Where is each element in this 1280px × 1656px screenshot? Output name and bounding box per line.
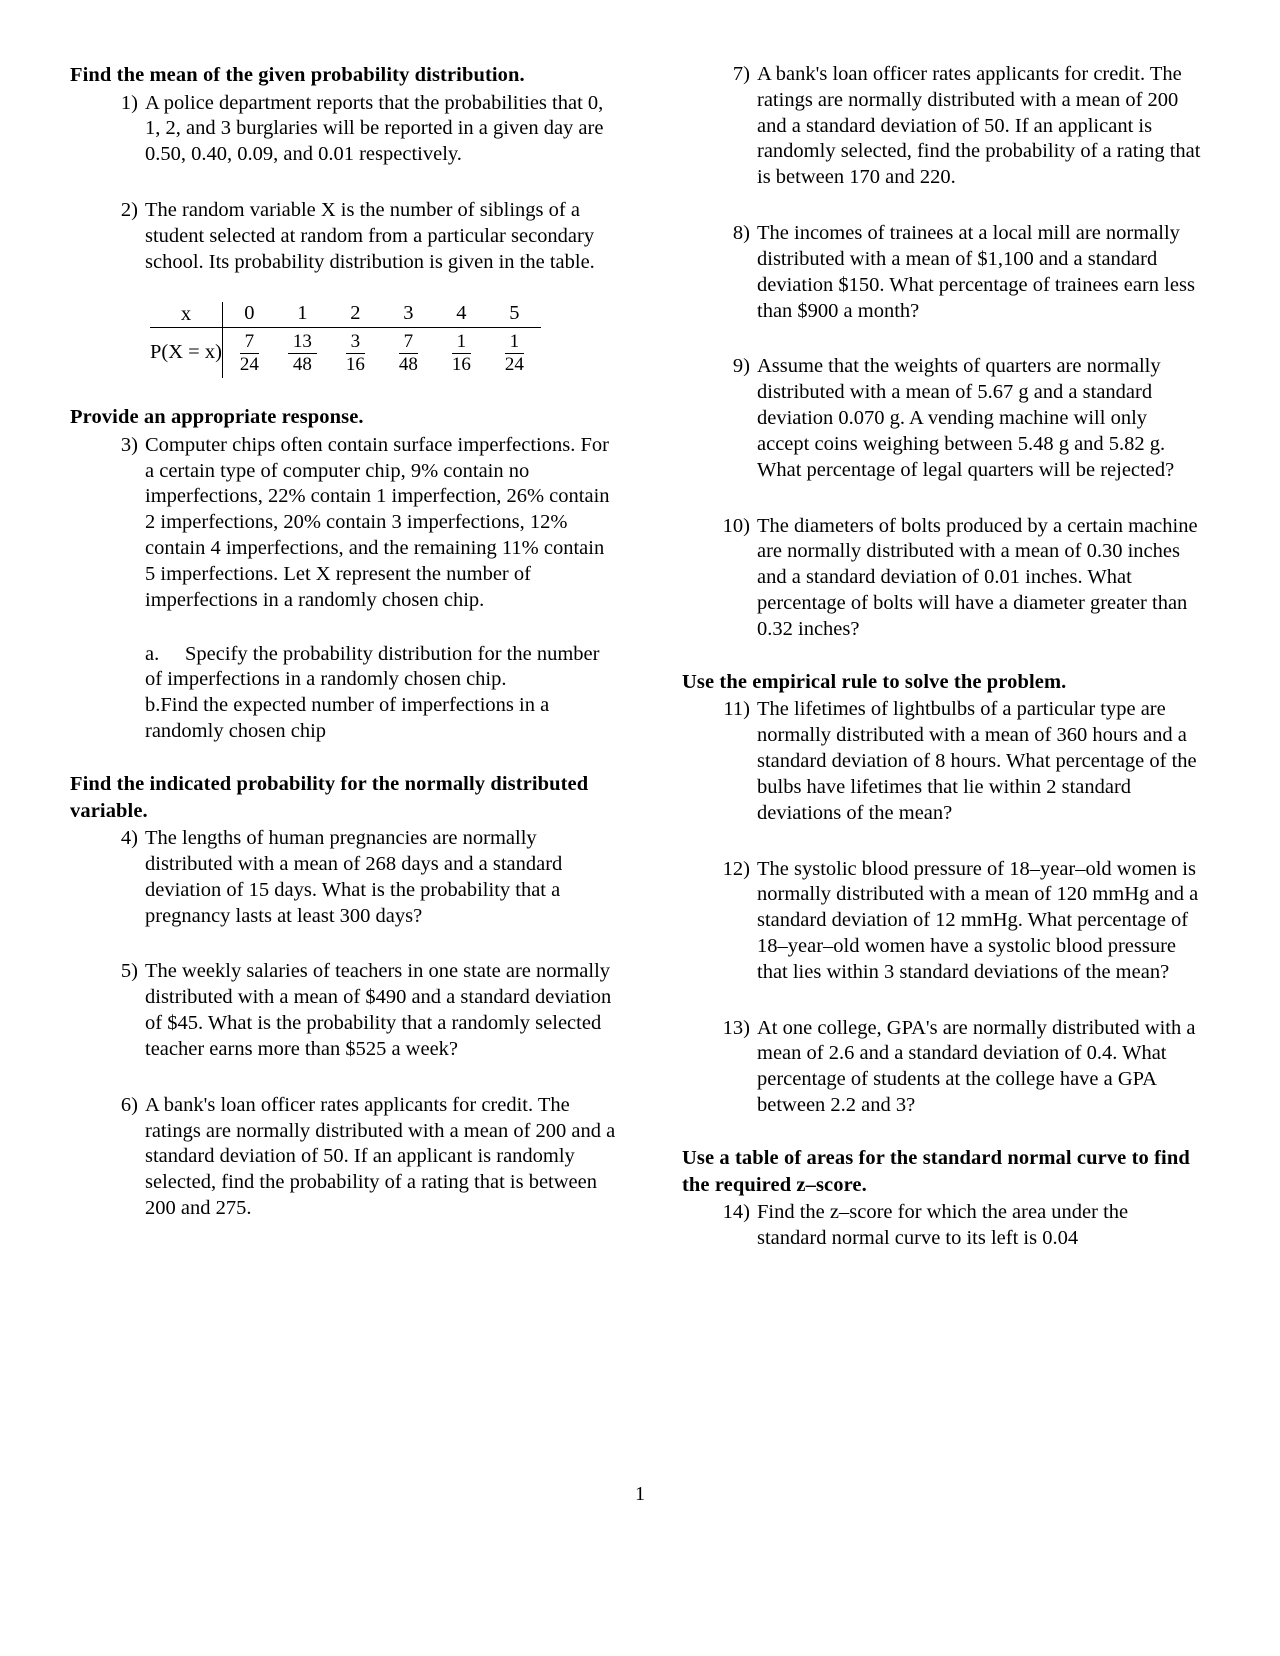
- question-7-number: 7): [732, 63, 750, 85]
- question-7-text: A bank's loan officer rates applicants for credit. The ratings are normally distributed with a mean of 200 and a standard deviation of 50. If an applicant is randomly selected, find the probability of a rating that is between 170 and 220.: [757, 63, 1201, 189]
- fraction-0: [240, 332, 260, 376]
- left-column: [70, 62, 618, 1222]
- fraction-5: [505, 332, 525, 376]
- x-value-0: 0: [244, 301, 255, 324]
- x-value-5: 5: [509, 301, 520, 324]
- question-10: [682, 514, 1202, 643]
- question-13-number: 13): [722, 1016, 750, 1039]
- x-row-label: x: [180, 302, 192, 325]
- question-5: [70, 959, 618, 1062]
- probability-cell-2: [329, 328, 382, 379]
- right-column: [666, 62, 1202, 1252]
- question-3-number: 3): [120, 433, 138, 456]
- question-6: [70, 1093, 618, 1222]
- question-4-text: The lengths of human pregnancies are normally distributed with a mean of 268 days and a standard deviation of 15 days. What is the probability that a pregnancy lasts at least 300 days?: [145, 827, 563, 927]
- two-column-layout: [70, 62, 1210, 1252]
- part-a-label: a.: [145, 642, 160, 665]
- question-4-number: 4): [120, 827, 138, 850]
- section-heading-find-mean: Find the mean of the given probability distribution.: [70, 64, 525, 86]
- question-14-text: Find the z–score for which the area under the standard normal curve to its left is 0.04: [757, 1201, 1129, 1250]
- question-9-text: Assume that the weights of quarters are normally distributed with a mean of 5.67 g and a standard deviation 0.070 g. A vending machine will only accept coins weighing between 5.48 g and 5.82 g. What percentage of legal quarters will be rejected?: [757, 355, 1175, 481]
- question-13: [682, 1016, 1202, 1119]
- part-b-label: b.: [145, 694, 161, 717]
- table-row-probability: [150, 328, 541, 379]
- x-value-3: 3: [403, 301, 414, 324]
- question-2: [70, 198, 618, 275]
- x-value-2: 2: [350, 301, 361, 324]
- question-1-number: 1): [120, 91, 138, 114]
- part-a-text: Specify the probability distribution for the number of imperfections in a randomly chosen chip.: [145, 642, 600, 691]
- question-5-number: 5): [120, 960, 138, 983]
- question-10-text: The diameters of bolts produced by a certain machine are normally distributed with a mean of 0.30 inches and a standard deviation of 0.01 inches. What percentage of bolts will have a diameter greater than 0.32 inches?: [757, 514, 1198, 640]
- spacer: [70, 929, 618, 959]
- question-11-number: 11): [723, 698, 750, 721]
- x-value-4: 4: [456, 301, 467, 324]
- spacer: [682, 986, 1202, 1016]
- probability-distribution-table: [150, 302, 618, 379]
- fraction-4: [452, 332, 472, 376]
- spacer: [682, 643, 1202, 669]
- question-11: [682, 697, 1202, 826]
- spacer: [70, 745, 618, 771]
- x-value-1: 1: [297, 301, 308, 324]
- question-14-number: 14): [722, 1201, 750, 1224]
- fraction-denominator-5: 24: [504, 354, 524, 376]
- question-2-text: The random variable X is the number of siblings of a student selected at random from a particular secondary school. Its probability distribution is given in the table.: [145, 199, 595, 273]
- section-heading-empirical-rule: Use the empirical rule to solve the problem.: [682, 670, 1067, 693]
- question-12-text: The systolic blood pressure of 18–year–old women is normally distributed with a mean of 120 mmHg and a standard deviation of 12 mmHg. What percentage of 18–year–old women have a systolic blood pressure that lies within 3 standard deviations of the mean?: [757, 857, 1199, 983]
- question-1: [70, 91, 618, 168]
- fraction-denominator-2: 16: [345, 354, 365, 376]
- probability-cell-1: [276, 328, 329, 379]
- fraction-1: [288, 332, 317, 376]
- question-3-text: Computer chips often contain surface imperfections. For a certain type of computer chip, 9% contain no imperfections, 22% contain 1 imperfection, 26% contain 2 imperfections, 20% contain 3 imperfections, 12% contain 4 imperfections, and the remaining 11% contain 5 imperfections. Let X represent the number of imperfections in a randomly chosen chip.: [145, 433, 610, 611]
- fraction-numerator-0: 7: [240, 332, 260, 355]
- question-1-text: A police department reports that the probabilities that 0, 1, 2, and 3 burglaries will be reported in a given day are 0.50, 0.40, 0.09, and 0.01 respectively.: [145, 91, 604, 166]
- fraction-denominator-1: 48: [292, 354, 312, 376]
- question-10-number: 10): [722, 514, 750, 537]
- probability-cell-0: [222, 328, 276, 379]
- part-b-text: Find the expected number of imperfections in a randomly chosen chip: [145, 694, 550, 743]
- question-12-number: 12): [722, 857, 750, 880]
- question-11-text: The lifetimes of lightbulbs of a particular type are normally distributed with a mean of 360 hours and a standard deviation of 8 hours. What percentage of the bulbs have lifetimes that lie within 2 standard deviations of the mean?: [757, 698, 1197, 824]
- spacer: [70, 1063, 618, 1093]
- question-3-part-a: [145, 642, 618, 694]
- spacer: [70, 378, 618, 404]
- probability-cell-4: [435, 328, 488, 379]
- spacer: [682, 1119, 1202, 1145]
- fraction-denominator-0: 24: [239, 354, 259, 376]
- section-heading-provide-response: Provide an appropriate response.: [70, 406, 364, 429]
- question-12: [682, 857, 1202, 986]
- question-5-text: The weekly salaries of teachers in one state are normally distributed with a mean of $490 and a standard deviation of $45. What is the probability that a randomly selected teacher earns more than $525 a week?: [145, 960, 612, 1060]
- question-14: [682, 1200, 1202, 1252]
- question-7: [682, 62, 1202, 191]
- spacer: [70, 168, 618, 198]
- spacer: [682, 191, 1202, 221]
- section-heading-table-of-areas: Use a table of areas for the standard normal curve to find the required z–score.: [682, 1146, 1190, 1196]
- question-3-part-b: [145, 693, 618, 745]
- page-number: 1: [635, 1483, 645, 1505]
- fraction-numerator-1: 13: [288, 332, 317, 355]
- fraction-denominator-3: 48: [398, 354, 418, 376]
- question-9: [682, 354, 1202, 483]
- question-6-text: A bank's loan officer rates applicants for credit. The ratings are normally distributed with a mean of 200 and a standard deviation of 50. If an applicant is randomly selected, find the probability of a rating that is between 200 and 275.: [145, 1093, 616, 1220]
- spacer: [682, 827, 1202, 857]
- question-6-number: 6): [120, 1093, 138, 1116]
- probability-cell-5: [488, 328, 541, 379]
- spacer: [682, 484, 1202, 514]
- question-13-text: At one college, GPA's are normally distributed with a mean of 2.6 and a standard deviation of 0.4. What percentage of students at the college have a GPA between 2.2 and 3?: [757, 1016, 1196, 1117]
- fraction-numerator-2: 3: [346, 332, 366, 355]
- fraction-2: [346, 332, 366, 376]
- question-3: [70, 433, 618, 745]
- question-4: [70, 826, 618, 929]
- question-8: [682, 221, 1202, 324]
- p-row-label: P(X = x): [150, 341, 222, 364]
- probability-cell-3: [382, 328, 435, 379]
- question-8-number: 8): [732, 222, 750, 245]
- fraction-denominator-4: 16: [451, 354, 471, 376]
- fraction-numerator-5: 1: [505, 332, 525, 355]
- fraction-3: [399, 332, 419, 376]
- spacer: [682, 324, 1202, 354]
- question-9-number: 9): [732, 355, 750, 378]
- question-8-text: The incomes of trainees at a local mill are normally distributed with a mean of $1,100 and a standard deviation $150. What percentage of trainees earn less than $900 a month?: [757, 222, 1195, 322]
- fraction-numerator-3: 7: [399, 332, 419, 355]
- table-row-x: [150, 302, 541, 328]
- question-2-number: 2): [120, 199, 138, 222]
- fraction-numerator-4: 1: [452, 332, 472, 355]
- question-3-body: [145, 433, 618, 745]
- section-heading-indicated-probability: Find the indicated probability for the normally distributed variable.: [70, 772, 589, 822]
- prob-table: [150, 302, 541, 379]
